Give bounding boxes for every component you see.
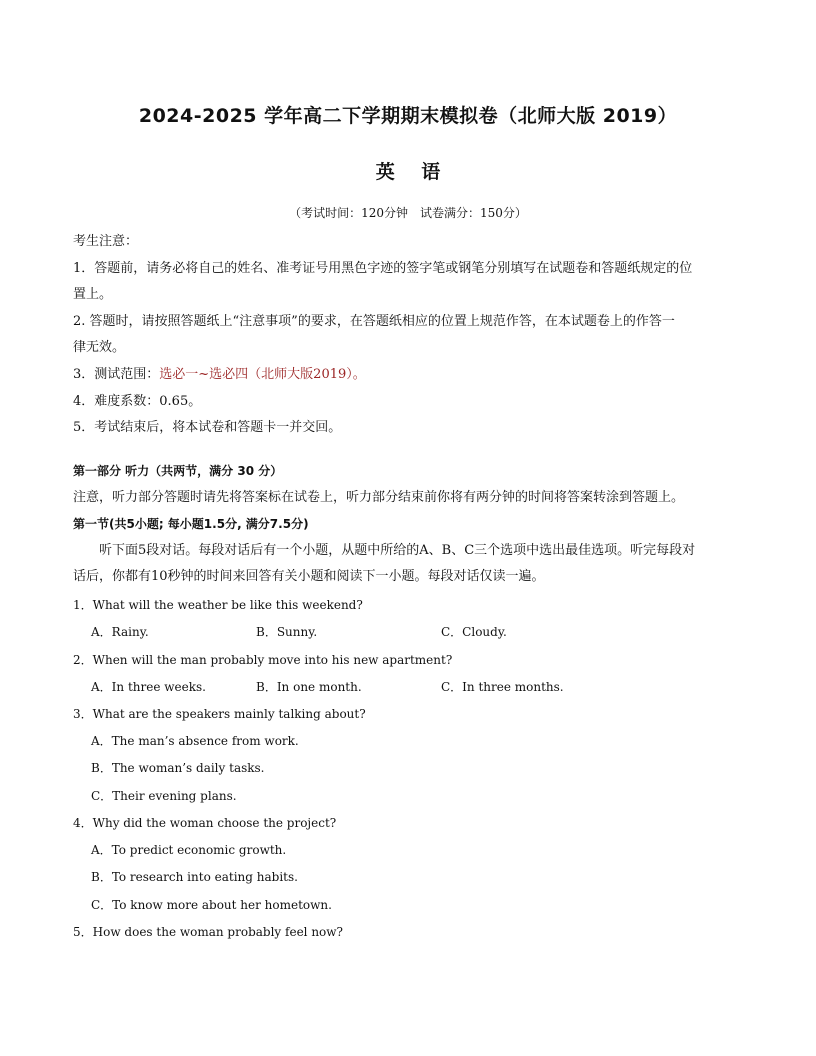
notice-item-4: 4．难度系数：0.65。 — [73, 394, 202, 409]
question-4-option-b[interactable]: B．To research into eating habits. — [91, 870, 298, 884]
question-4-stem: 4．Why did the woman choose the project? — [73, 816, 337, 830]
question-2-stem: 2．When will the man probably move into his new apartment? — [73, 653, 453, 667]
notice-item-2-line-2: 律无效。 — [73, 340, 126, 355]
notice-item-3-prefix: 3．测试范围： — [73, 367, 160, 382]
section1-heading: 第一节(共5小题; 每小题1.5分, 满分7.5分) — [73, 517, 309, 531]
question-4-option-c[interactable]: C．To know more about her hometown. — [91, 898, 332, 912]
exam-info: （考试时间：120分钟 试卷满分：150分） — [289, 206, 527, 220]
question-1-option-b[interactable]: B．Sunny. — [256, 625, 318, 639]
part1-note: 注意，听力部分答题时请先将答案标在试卷上，听力部分结束前你将有两分钟的时间将答案转涂到答题上。 — [73, 490, 685, 505]
question-2-option-c[interactable]: C．In three months. — [441, 680, 564, 694]
notice-item-3 — [73, 362, 753, 388]
notice-item-2-line-1: 2. 答题时，请按照答题纸上“注意事项”的要求，在答题纸相应的位置上规范作答，在本试题卷上的作答一 — [73, 314, 675, 329]
question-5-stem: 5．How does the woman probably feel now? — [73, 925, 343, 939]
test-range: 选必一~选必四（北师大版2019）。 — [159, 367, 366, 382]
question-3-option-a[interactable]: A．The man’s absence from work. — [91, 734, 299, 748]
question-4-option-a[interactable]: A．To predict economic growth. — [91, 843, 287, 857]
exam-title: 2024-2025 学年高二下学期期末模拟卷（北师大版 2019） — [138, 105, 678, 127]
question-3-option-b[interactable]: B．The woman’s daily tasks. — [91, 761, 265, 775]
question-1-option-a[interactable]: A．Rainy. — [91, 625, 149, 639]
instructions-line-1: 听下面5段对话。每段对话后有一个小题，从题中所给的A、B、C三个选项中选出最佳选项。听完每段对 — [99, 543, 696, 558]
notice-item-1-line-2: 置上。 — [73, 287, 113, 302]
subject-title: 英 语 — [375, 161, 451, 183]
question-1-option-c[interactable]: C．Cloudy. — [441, 625, 507, 639]
part1-heading: 第一部分 听力（共两节，满分 30 分） — [73, 464, 283, 478]
notice-item-5: 5．考试结束后，将本试卷和答题卡一并交回。 — [73, 420, 342, 435]
question-2-option-b[interactable]: B．In one month. — [256, 680, 362, 694]
instructions-line-2: 话后，你都有10秒钟的时间来回答有关小题和阅读下一小题。每段对话仅读一遍。 — [73, 569, 545, 584]
notice-item-1-line-1: 1．答题前，请务必将自己的姓名、准考证号用黑色字迹的签字笔或钢笔分别填写在试题卷和答题纸规定的位 — [73, 261, 693, 276]
notice-heading: 考生注意： — [73, 234, 139, 249]
question-3-stem: 3．What are the speakers mainly talking about? — [73, 707, 366, 721]
question-1-stem: 1．What will the weather be like this weekend? — [73, 598, 363, 612]
question-3-option-c[interactable]: C．Their evening plans. — [91, 789, 237, 803]
question-2-option-a[interactable]: A．In three weeks. — [91, 680, 206, 694]
